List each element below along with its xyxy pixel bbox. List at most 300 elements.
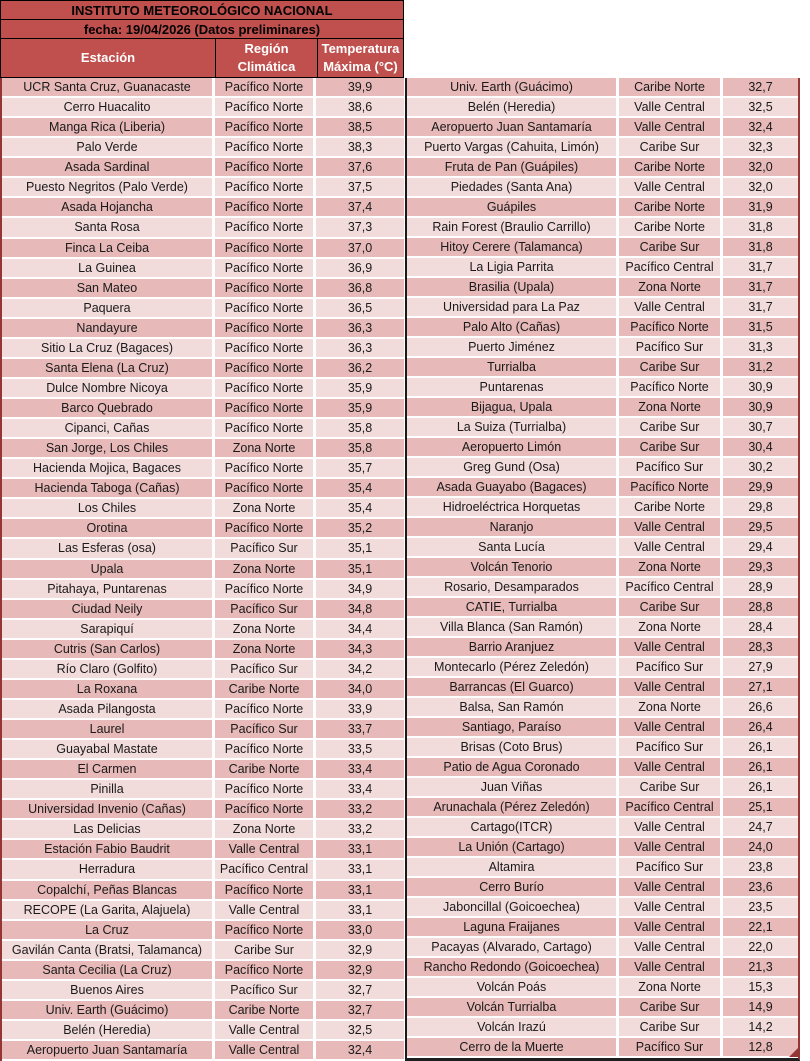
region-cell: Valle Central (619, 938, 723, 956)
station-cell: Barco Quebrado (2, 399, 215, 417)
table-row (2, 840, 404, 860)
station-cell: Upala (2, 560, 215, 578)
temperature-cell: 32,4 (723, 118, 798, 136)
temperature-cell: 34,2 (316, 660, 404, 678)
temperature-cell: 14,9 (723, 998, 798, 1016)
table-row (407, 678, 798, 698)
table-row (2, 1021, 404, 1041)
table-row (407, 78, 798, 98)
table-row (2, 399, 404, 419)
region-cell: Valle Central (619, 718, 723, 736)
station-cell: Pacayas (Alvarado, Cartago) (407, 938, 619, 956)
temperature-cell: 35,8 (316, 419, 404, 437)
column-header-region-climatica: Región Climática (216, 39, 318, 77)
station-cell: Santa Rosa (2, 218, 215, 236)
station-cell: RECOPE (La Garita, Alajuela) (2, 901, 215, 919)
station-cell: Aeropuerto Limón (407, 438, 619, 456)
temperature-cell: 33,4 (316, 780, 404, 798)
temperature-cell: 34,8 (316, 600, 404, 618)
station-cell: Guayabal Mastate (2, 740, 215, 758)
temperature-cell: 12,8 (723, 1038, 798, 1056)
region-cell: Pacífico Norte (215, 700, 316, 718)
station-cell: Pitahaya, Puntarenas (2, 580, 215, 598)
station-cell: Sitio La Cruz (Bagaces) (2, 339, 215, 357)
station-cell: Los Chiles (2, 499, 215, 517)
table-row (2, 1001, 404, 1021)
table-row (407, 518, 798, 538)
station-cell: Sarapiquí (2, 620, 215, 638)
temperature-cell: 35,1 (316, 560, 404, 578)
table-row (2, 640, 404, 660)
station-cell: Cerro Burío (407, 878, 619, 896)
temperature-cell: 30,7 (723, 418, 798, 436)
region-cell: Pacífico Norte (215, 78, 316, 96)
table-row (2, 239, 404, 259)
temperature-cell: 35,9 (316, 379, 404, 397)
table-row (2, 941, 404, 961)
region-cell: Pacífico Norte (215, 239, 316, 257)
station-cell: Arunachala (Pérez Zeledón) (407, 798, 619, 816)
temperature-cell: 26,4 (723, 718, 798, 736)
table-row (2, 740, 404, 760)
temperature-cell: 38,6 (316, 98, 404, 116)
station-cell: Manga Rica (Liberia) (2, 118, 215, 136)
temperature-cell: 33,2 (316, 820, 404, 838)
region-cell: Caribe Norte (215, 760, 316, 778)
region-cell: Zona Norte (619, 978, 723, 996)
temperature-cell: 37,6 (316, 158, 404, 176)
station-cell: Hacienda Mojica, Bagaces (2, 459, 215, 477)
temperature-cell: 29,5 (723, 518, 798, 536)
temperature-cell: 31,5 (723, 318, 798, 336)
corner-triangle-icon (789, 1047, 799, 1057)
temperature-cell: 33,0 (316, 921, 404, 939)
region-cell: Pacífico Norte (215, 459, 316, 477)
station-cell: Copalchí, Peñas Blancas (2, 881, 215, 899)
temperature-cell: 33,1 (316, 881, 404, 899)
table-row (407, 698, 798, 718)
station-cell: Puerto Jiménez (407, 338, 619, 356)
region-cell: Valle Central (619, 918, 723, 936)
temperature-cell: 23,5 (723, 898, 798, 916)
table-row (407, 318, 798, 338)
temperature-cell: 22,0 (723, 938, 798, 956)
table-row (407, 158, 798, 178)
table-row (407, 478, 798, 498)
station-cell: Puesto Negritos (Palo Verde) (2, 178, 215, 196)
station-cell: Asada Guayabo (Bagaces) (407, 478, 619, 496)
table-row (407, 618, 798, 638)
station-cell: Cerro Huacalito (2, 98, 215, 116)
station-cell: Jaboncillal (Goicoechea) (407, 898, 619, 916)
station-cell: Cartago(ITCR) (407, 818, 619, 836)
temperature-cell: 38,3 (316, 138, 404, 156)
table-row (407, 878, 798, 898)
table-row (2, 720, 404, 740)
table-row (407, 738, 798, 758)
station-cell: Finca La Ceiba (2, 239, 215, 257)
page-title: INSTITUTO METEOROLÓGICO NACIONAL (0, 0, 404, 20)
temperature-cell: 14,2 (723, 1018, 798, 1036)
station-cell: Belén (Heredia) (407, 98, 619, 116)
station-cell: Santa Cecilia (La Cruz) (2, 961, 215, 979)
region-cell: Pacífico Sur (619, 1038, 723, 1056)
table-row (2, 961, 404, 981)
table-row (2, 78, 404, 98)
station-cell: La Roxana (2, 680, 215, 698)
station-cell: Herradura (2, 860, 215, 878)
region-cell: Pacífico Norte (215, 881, 316, 899)
temperature-cell: 36,9 (316, 259, 404, 277)
station-cell: Volcán Tenorio (407, 558, 619, 576)
station-cell: Ciudad Neily (2, 600, 215, 618)
region-cell: Zona Norte (215, 640, 316, 658)
region-cell: Pacífico Norte (215, 198, 316, 216)
region-cell: Pacífico Norte (215, 399, 316, 417)
temperature-cell: 31,7 (723, 258, 798, 276)
temperature-cell: 35,4 (316, 479, 404, 497)
temperature-cell: 34,4 (316, 620, 404, 638)
table-row (407, 858, 798, 878)
station-cell: Cipanci, Cañas (2, 419, 215, 437)
station-cell: Palo Verde (2, 138, 215, 156)
region-cell: Valle Central (619, 638, 723, 656)
table-row (407, 818, 798, 838)
station-cell: Volcán Irazú (407, 1018, 619, 1036)
station-cell: El Carmen (2, 760, 215, 778)
station-cell: Turrialba (407, 358, 619, 376)
region-cell: Caribe Sur (619, 778, 723, 796)
station-cell: Rosario, Desamparados (407, 578, 619, 596)
station-cell: Orotina (2, 519, 215, 537)
temperature-cell: 36,3 (316, 319, 404, 337)
region-cell: Valle Central (619, 838, 723, 856)
left-table (0, 0, 404, 1061)
region-cell: Pacífico Norte (215, 359, 316, 377)
temperature-cell: 33,2 (316, 800, 404, 818)
temperature-cell: 28,9 (723, 578, 798, 596)
table-row (407, 598, 798, 618)
station-cell: Patio de Agua Coronado (407, 758, 619, 776)
region-cell: Zona Norte (215, 439, 316, 457)
station-cell: Buenos Aires (2, 981, 215, 999)
station-cell: Dulce Nombre Nicoya (2, 379, 215, 397)
temperature-cell: 32,9 (316, 941, 404, 959)
region-cell: Pacífico Norte (215, 921, 316, 939)
region-cell: Caribe Norte (619, 198, 723, 216)
station-cell: Greg Gund (Osa) (407, 458, 619, 476)
temperature-cell: 34,9 (316, 580, 404, 598)
region-cell: Zona Norte (619, 278, 723, 296)
temperature-cell: 36,2 (316, 359, 404, 377)
temperature-cell: 32,0 (723, 178, 798, 196)
region-cell: Pacífico Norte (215, 118, 316, 136)
station-cell: Nandayure (2, 319, 215, 337)
station-cell: Barrio Aranjuez (407, 638, 619, 656)
table-row (2, 198, 404, 218)
region-cell: Pacífico Norte (619, 478, 723, 496)
station-cell: Aeropuerto Juan Santamaría (2, 1041, 215, 1059)
temperature-cell: 28,4 (723, 618, 798, 636)
table-row (407, 958, 798, 978)
temperature-cell: 34,3 (316, 640, 404, 658)
temperature-cell: 38,5 (316, 118, 404, 136)
temperature-cell: 21,3 (723, 958, 798, 976)
temperature-cell: 36,5 (316, 299, 404, 317)
table-row (407, 578, 798, 598)
station-cell: La Guinea (2, 259, 215, 277)
table-row (2, 760, 404, 780)
region-cell: Pacífico Norte (215, 379, 316, 397)
station-cell: Universidad para La Paz (407, 298, 619, 316)
station-cell: Las Esferas (osa) (2, 539, 215, 557)
table-row (2, 780, 404, 800)
region-cell: Caribe Sur (619, 418, 723, 436)
table-row (2, 279, 404, 299)
table-row (407, 558, 798, 578)
region-cell: Valle Central (215, 1041, 316, 1059)
temperature-cell: 24,7 (723, 818, 798, 836)
table-row (407, 418, 798, 438)
region-cell: Caribe Norte (619, 218, 723, 236)
temperature-cell: 32,5 (316, 1021, 404, 1039)
region-cell: Valle Central (215, 1021, 316, 1039)
station-cell: Brasilia (Upala) (407, 278, 619, 296)
region-cell: Valle Central (619, 298, 723, 316)
table-row (407, 218, 798, 238)
region-cell: Caribe Sur (619, 238, 723, 256)
temperature-cell: 28,3 (723, 638, 798, 656)
region-cell: Pacífico Norte (215, 519, 316, 537)
station-cell: Pinilla (2, 780, 215, 798)
column-header-temperatura-maxima: Temperatura Máxima (°C) (321, 41, 400, 74)
region-cell: Valle Central (619, 518, 723, 536)
temperature-cell: 26,1 (723, 778, 798, 796)
region-cell: Pacífico Sur (215, 600, 316, 618)
temperature-cell: 31,2 (723, 358, 798, 376)
region-cell: Pacífico Norte (215, 178, 316, 196)
station-cell: Univ. Earth (Guácimo) (407, 78, 619, 96)
region-cell: Valle Central (619, 898, 723, 916)
table-row (407, 658, 798, 678)
table-row (2, 178, 404, 198)
table-row (2, 299, 404, 319)
region-cell: Caribe Sur (619, 358, 723, 376)
region-cell: Pacífico Norte (215, 279, 316, 297)
station-cell: Cerro de la Muerte (407, 1038, 619, 1056)
station-cell: Asada Pilangosta (2, 700, 215, 718)
station-cell: La Suiza (Turrialba) (407, 418, 619, 436)
temperature-cell: 33,1 (316, 860, 404, 878)
station-cell: Fruta de Pan (Guápiles) (407, 158, 619, 176)
table-row (2, 981, 404, 1001)
table-row (407, 358, 798, 378)
table-row (407, 758, 798, 778)
temperature-cell: 37,3 (316, 218, 404, 236)
table-row (407, 978, 798, 998)
region-cell: Pacífico Sur (215, 720, 316, 738)
region-cell: Pacífico Norte (215, 419, 316, 437)
station-cell: Brisas (Coto Brus) (407, 738, 619, 756)
temperature-cell: 32,4 (316, 1041, 404, 1059)
table-row (407, 1018, 798, 1038)
table-row (2, 259, 404, 279)
temperature-cell: 33,1 (316, 840, 404, 858)
temperature-cell: 33,9 (316, 700, 404, 718)
station-cell: Balsa, San Ramón (407, 698, 619, 716)
region-cell: Pacífico Sur (215, 981, 316, 999)
table-row (407, 538, 798, 558)
region-cell: Zona Norte (215, 499, 316, 517)
station-cell: La Ligia Parrita (407, 258, 619, 276)
region-cell: Pacífico Central (619, 798, 723, 816)
temperature-cell: 31,8 (723, 238, 798, 256)
table-row (2, 359, 404, 379)
table-row (2, 600, 404, 620)
temperature-cell: 27,9 (723, 658, 798, 676)
region-cell: Pacífico Norte (215, 138, 316, 156)
temperature-cell: 26,1 (723, 758, 798, 776)
temperature-cell: 29,8 (723, 498, 798, 516)
temperature-cell: 35,7 (316, 459, 404, 477)
station-cell: Montecarlo (Pérez Zeledón) (407, 658, 619, 676)
table-row (2, 680, 404, 700)
table-row (2, 539, 404, 559)
region-cell: Pacífico Sur (215, 660, 316, 678)
temperature-cell: 30,9 (723, 398, 798, 416)
station-cell: Hitoy Cerere (Talamanca) (407, 238, 619, 256)
region-cell: Pacífico Norte (215, 780, 316, 798)
station-cell: Hidroeléctrica Horquetas (407, 498, 619, 516)
table-row (2, 319, 404, 339)
table-row (407, 498, 798, 518)
region-cell: Pacífico Norte (619, 318, 723, 336)
table-row (2, 379, 404, 399)
station-cell: San Mateo (2, 279, 215, 297)
region-cell: Pacífico Central (619, 258, 723, 276)
temperature-cell: 31,7 (723, 278, 798, 296)
station-cell: Universidad Invenio (Cañas) (2, 800, 215, 818)
temperature-cell: 31,8 (723, 218, 798, 236)
table-row (407, 238, 798, 258)
temperature-cell: 25,1 (723, 798, 798, 816)
region-cell: Valle Central (619, 958, 723, 976)
temperature-cell: 15,3 (723, 978, 798, 996)
region-cell: Zona Norte (619, 698, 723, 716)
table-row (2, 459, 404, 479)
temperature-cell: 37,5 (316, 178, 404, 196)
right-table (405, 78, 800, 1061)
temperature-cell: 31,3 (723, 338, 798, 356)
region-cell: Caribe Norte (215, 680, 316, 698)
table-row (407, 1038, 798, 1058)
table-row (407, 138, 798, 158)
temperature-cell: 37,0 (316, 239, 404, 257)
table-row (407, 378, 798, 398)
region-cell: Valle Central (619, 118, 723, 136)
region-cell: Pacífico Norte (215, 158, 316, 176)
station-cell: Estación Fabio Baudrit (2, 840, 215, 858)
station-cell: La Cruz (2, 921, 215, 939)
table-row (2, 660, 404, 680)
temperature-cell: 35,1 (316, 539, 404, 557)
temperature-cell: 33,5 (316, 740, 404, 758)
station-cell: Guápiles (407, 198, 619, 216)
table-row (2, 439, 404, 459)
region-cell: Pacífico Norte (215, 580, 316, 598)
table-row (2, 98, 404, 118)
temperature-cell: 29,3 (723, 558, 798, 576)
temperature-cell: 32,0 (723, 158, 798, 176)
station-cell: Aeropuerto Juan Santamaría (407, 118, 619, 136)
table-row (2, 860, 404, 880)
region-cell: Pacífico Sur (619, 858, 723, 876)
temperature-cell: 32,7 (316, 981, 404, 999)
region-cell: Zona Norte (619, 558, 723, 576)
temperature-cell: 23,6 (723, 878, 798, 896)
region-cell: Caribe Norte (619, 78, 723, 96)
table-row (2, 1041, 404, 1061)
temperature-cell: 36,8 (316, 279, 404, 297)
region-cell: Caribe Sur (619, 598, 723, 616)
station-cell: Paquera (2, 299, 215, 317)
station-cell: Villa Blanca (San Ramón) (407, 618, 619, 636)
region-cell: Valle Central (619, 178, 723, 196)
temperature-cell: 22,1 (723, 918, 798, 936)
table-row (2, 519, 404, 539)
table-row (407, 338, 798, 358)
region-cell: Valle Central (619, 758, 723, 776)
region-cell: Valle Central (619, 678, 723, 696)
temperature-cell: 28,8 (723, 598, 798, 616)
temperature-cell: 36,3 (316, 339, 404, 357)
table-row (407, 198, 798, 218)
table-row (407, 718, 798, 738)
region-cell: Pacífico Norte (215, 800, 316, 818)
region-cell: Caribe Norte (619, 158, 723, 176)
date-line: fecha: 19/04/2026 (Datos preliminares) (0, 20, 404, 39)
region-cell: Pacífico Norte (619, 378, 723, 396)
table-row (407, 98, 798, 118)
table-row (2, 560, 404, 580)
table-row (407, 298, 798, 318)
temperature-cell: 29,9 (723, 478, 798, 496)
station-cell: Univ. Earth (Guácimo) (2, 1001, 215, 1019)
table-row (2, 118, 404, 138)
temperature-cell: 33,4 (316, 760, 404, 778)
station-cell: Volcán Turrialba (407, 998, 619, 1016)
temperature-cell: 31,9 (723, 198, 798, 216)
station-cell: Piedades (Santa Ana) (407, 178, 619, 196)
region-cell: Zona Norte (215, 820, 316, 838)
region-cell: Pacífico Norte (215, 961, 316, 979)
station-cell: Rancho Redondo (Goicoechea) (407, 958, 619, 976)
table-row (407, 778, 798, 798)
temperature-cell: 30,9 (723, 378, 798, 396)
temperature-cell: 35,2 (316, 519, 404, 537)
station-cell: Puntarenas (407, 378, 619, 396)
region-cell: Valle Central (619, 878, 723, 896)
station-cell: Puerto Vargas (Cahuita, Limón) (407, 138, 619, 156)
region-cell: Valle Central (619, 98, 723, 116)
region-cell: Valle Central (619, 538, 723, 556)
table-row (2, 138, 404, 158)
temperature-cell: 29,4 (723, 538, 798, 556)
table-row (407, 938, 798, 958)
station-cell: Gavilán Canta (Bratsi, Talamanca) (2, 941, 215, 959)
temperature-cell: 35,4 (316, 499, 404, 517)
table-row (2, 881, 404, 901)
